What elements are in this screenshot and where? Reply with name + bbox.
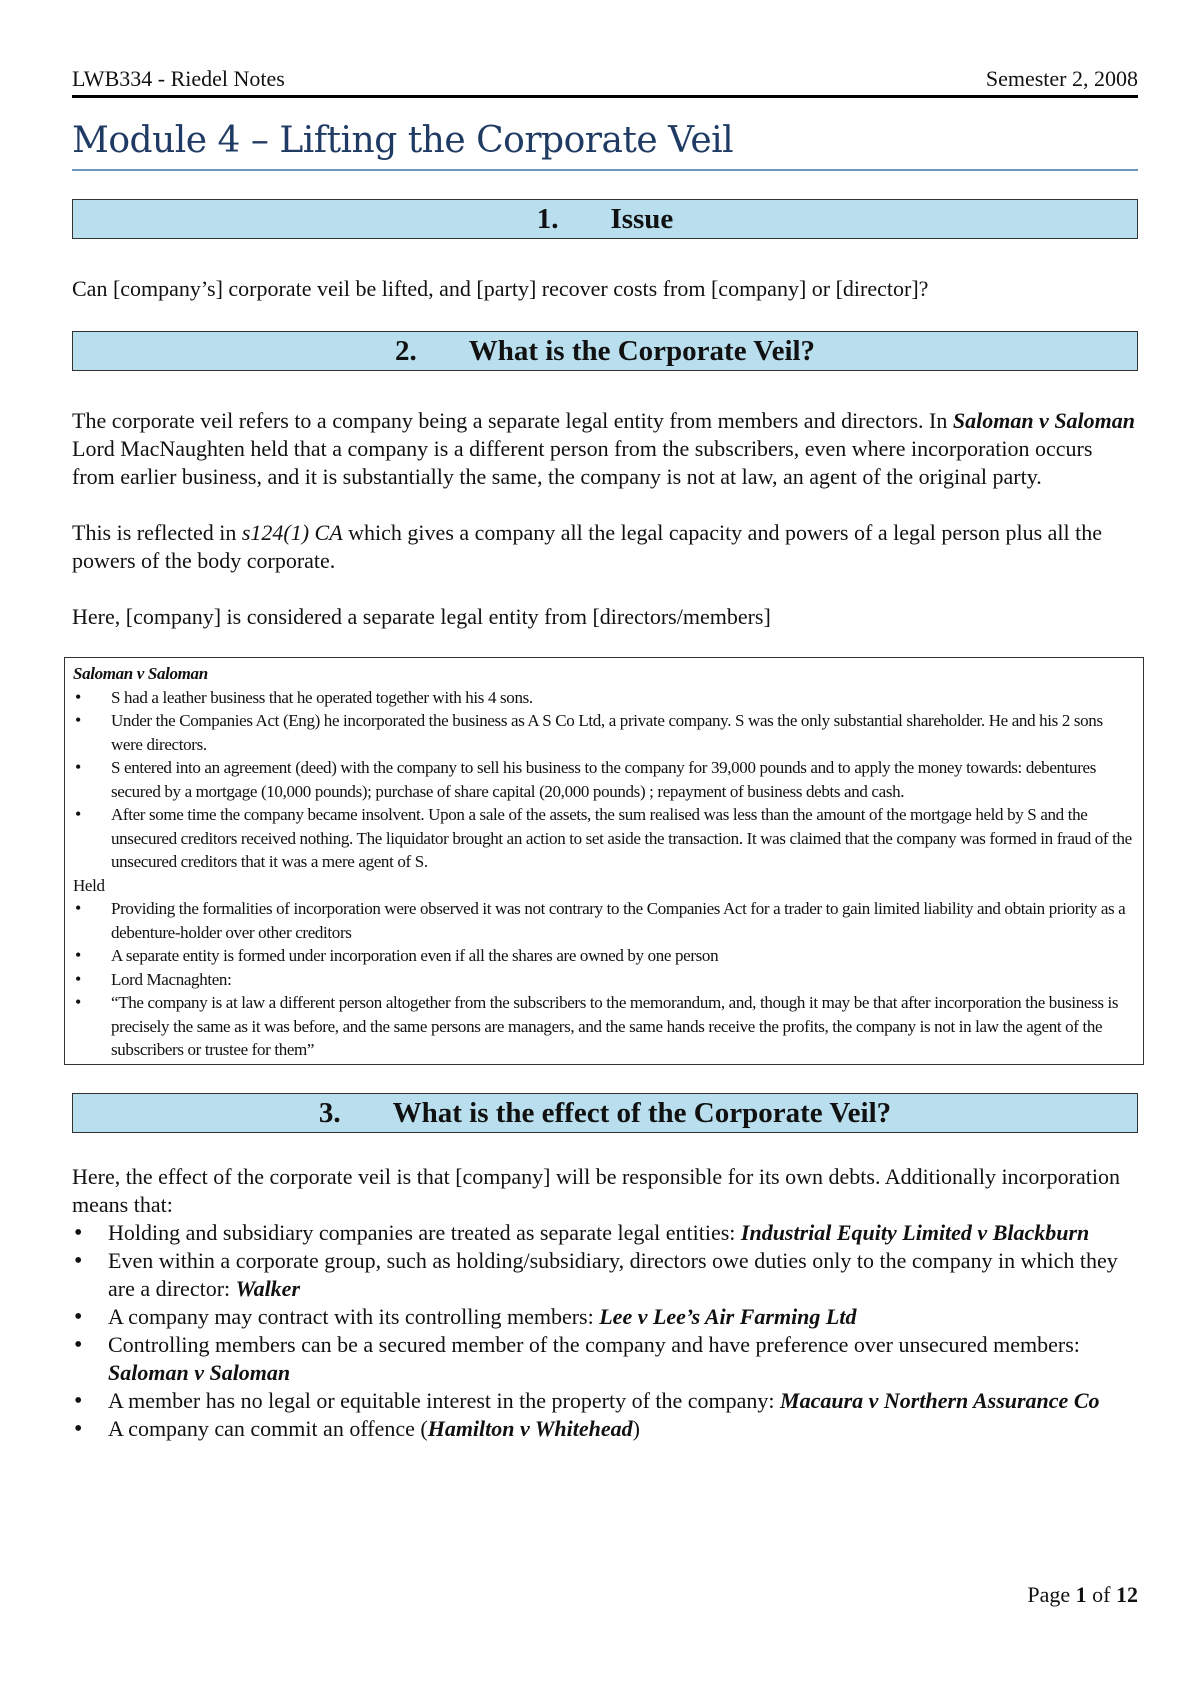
case-summary-box (64, 657, 1144, 1065)
page-title: Module 4 – Lifting the Corporate Veil (72, 120, 1138, 171)
section-heading-effect (72, 1093, 1138, 1133)
list-item: • After some time the company became insolvent. Upon a sale of the assets, the sum realised was less than the amount of the mortgage held by S and the unsecured creditors received nothing. The liquidator brought an action to set aside the transaction. It was claimed that the company was formed in fraud of the unsecured creditors that it was a mere agent of S. (73, 803, 1137, 874)
list-item (72, 1219, 1138, 1247)
list-item: • “The company is at law a different person altogether from the subscribers to the memorandum, and, though it may be that after incorporation the business is precisely the same as it was before, and the same persons are managers, and the same hands receive the profits, the company is not in law the agent of the subscribers or trustee for them” (73, 991, 1137, 1062)
case-name: Macaura v Northern Assurance Co (780, 1387, 1100, 1413)
text-run: The corporate veil refers to a company being a separate legal entity from members and directors. In (72, 408, 953, 433)
document-page (72, 66, 1138, 1443)
list-item: • A separate entity is formed under incorporation even if all the shares are owned by one person (73, 944, 1137, 968)
case-box-title: Saloman v Saloman (73, 664, 208, 683)
case-facts-list (73, 686, 1137, 874)
page-number (1027, 1582, 1138, 1608)
section-title: Issue (610, 203, 674, 235)
page-label: Page (1027, 1582, 1076, 1607)
text-run: This is reflected in (72, 520, 242, 545)
text-run: ) (632, 1415, 640, 1441)
list-item: • Lord Macnaghten: (73, 968, 1137, 992)
header-course: LWB334 - Riedel Notes (72, 66, 285, 91)
case-name: Industrial Equity Limited v Blackburn (740, 1219, 1090, 1245)
list-item: • Under the Companies Act (Eng) he incorporated the business as A S Co Ltd, a private company. S was the only substantial shareholder. He and his 2 sons were directors. (73, 709, 1137, 756)
veil-paragraph-1 (72, 407, 1138, 491)
list-item: • S entered into an agreement (deed) with the company to sell his business to the company for 39,000 pounds and to apply the money towards: debentures secured by a mortgage (10,000 pounds); purchase of share capital (20,000 pounds) ; repayment of business debts and cash. (73, 756, 1137, 803)
section-number: 2. (394, 335, 417, 367)
effect-list (72, 1219, 1138, 1443)
statute-reference: s124(1) CA (241, 520, 343, 545)
effect-intro: Here, the effect of the corporate veil is that [company] will be responsible for its own debts. Additionally incorporation means that: (72, 1163, 1120, 1217)
text-run: Controlling members can be a secured member of the company and have preference over unsecured members: (108, 1331, 1080, 1357)
case-held-list (73, 897, 1137, 1062)
list-item (72, 1415, 1138, 1443)
current-page: 1 (1075, 1582, 1087, 1607)
page-header (72, 66, 1138, 98)
effect-section (72, 1163, 1138, 1443)
text-run: Even within a corporate group, such as holding/subsidiary, directors owe duties only to the company in which they are a director: (108, 1247, 1118, 1301)
section-heading-corporate-veil (72, 331, 1138, 371)
text-run: A company may contract with its controlling members: (108, 1303, 600, 1329)
held-label: Held (73, 875, 105, 895)
text-run: A member has no legal or equitable interest in the property of the company: (108, 1387, 781, 1413)
list-item: • S had a leather business that he operated together with his 4 sons. (73, 686, 1137, 710)
case-name: Saloman v Saloman (108, 1359, 291, 1385)
text-run: A company can commit an offence ( (108, 1415, 428, 1441)
text-run: Holding and subsidiary companies are treated as separate legal entities: (108, 1219, 741, 1245)
total-pages: 12 (1116, 1582, 1138, 1607)
case-name: Saloman v Saloman (952, 408, 1136, 433)
list-item: • Providing the formalities of incorporation were observed it was not contrary to the Companies Act for a trader to gain limited liability and obtain priority as a debenture-holder over other creditors (73, 897, 1137, 944)
section-heading-issue (72, 199, 1138, 239)
section-number: 3. (318, 1096, 341, 1129)
case-name: Walker (235, 1275, 301, 1301)
list-item (72, 1331, 1138, 1387)
section-number: 1. (536, 203, 559, 235)
header-semester: Semester 2, 2008 (985, 66, 1138, 91)
issue-paragraph: Can [company’s] corporate veil be lifted, and [party] recover costs from [company] or [director]? (72, 276, 929, 301)
list-item (72, 1387, 1138, 1415)
list-item (72, 1247, 1138, 1303)
section-title: What is the Corporate Veil? (468, 335, 816, 367)
case-name: Lee v Lee’s Air Farming Ltd (599, 1303, 857, 1329)
veil-paragraph-3: Here, [company] is considered a separate legal entity from [directors/members] (72, 604, 771, 629)
list-item (72, 1303, 1138, 1331)
section-title: What is the effect of the Corporate Veil? (392, 1096, 892, 1129)
of-label: of (1086, 1582, 1116, 1607)
text-run: Lord MacNaughten held that a company is a different person from the subscribers, even where incorporation occurs from earlier business, and it is substantially the same, the company is not at law, an agent of the original party. (72, 436, 1093, 489)
veil-paragraph-2 (72, 519, 1138, 575)
case-name: Hamilton v Whitehead (427, 1415, 633, 1441)
text-run: which gives a company all the legal capacity and powers of a legal person plus all the powers of the body corporate. (72, 520, 1103, 573)
